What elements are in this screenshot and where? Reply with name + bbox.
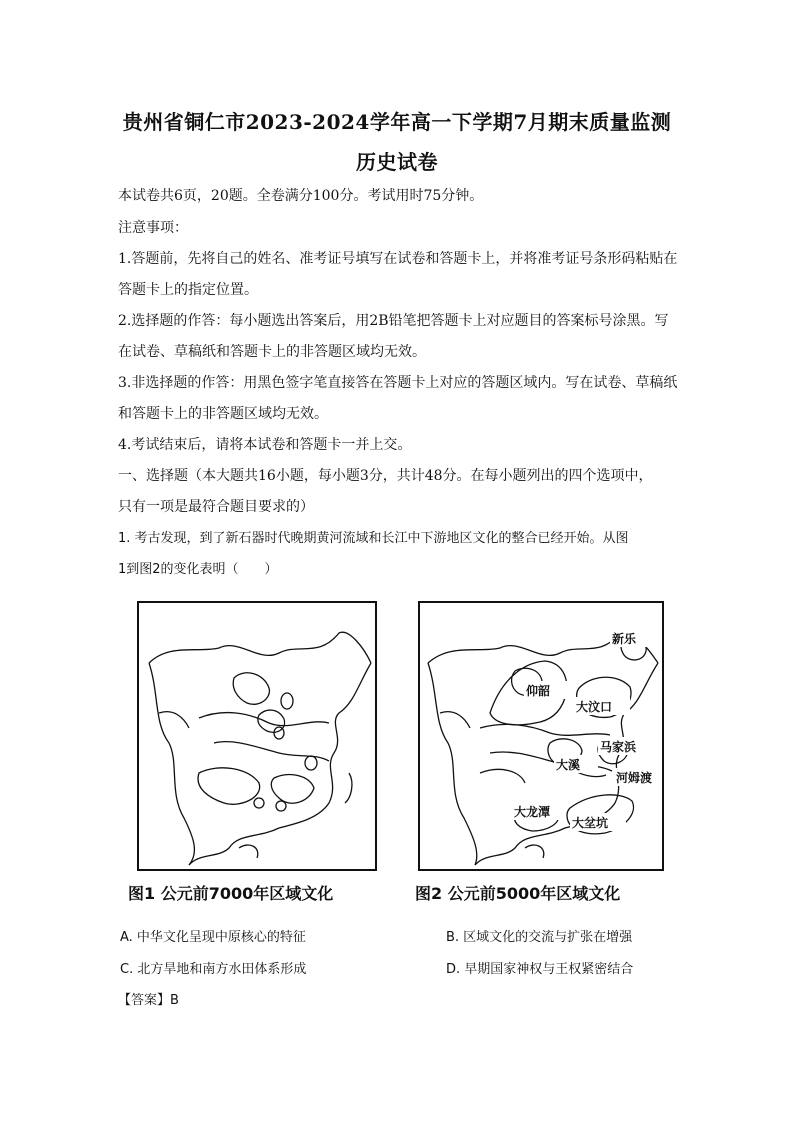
figure2-caption: 图2 公元前5000年区域文化 xyxy=(415,884,621,903)
question-stem-line1: 1. 考古发现，到了新石器时代晚期黄河流域和长江中下游地区文化的整合已经开始。从图 xyxy=(118,531,629,546)
label-yangshao: 仰韶 xyxy=(526,684,551,698)
notice-heading: 注意事项： xyxy=(118,220,188,236)
label-dabenkeng: 大坌坑 xyxy=(572,816,609,830)
label-daxi: 大溪 xyxy=(556,758,581,772)
option-b: B. 区域文化的交流与扩张在增强 xyxy=(446,930,633,945)
figure1-map xyxy=(137,601,377,871)
option-a: A. 中华文化呈现中原核心的特征 xyxy=(120,930,306,945)
option-d: D. 早期国家神权与王权紧密结合 xyxy=(446,962,634,977)
section-heading-line1: 一、选择题（本大题共16小题，每小题3分，共计48分。在每小题列出的四个选项中， xyxy=(118,468,653,484)
figure1-caption: 图1 公元前7000年区域文化 xyxy=(128,884,334,903)
figure2-map-drawing xyxy=(420,603,662,869)
label-dalongtan: 大龙潭 xyxy=(514,805,551,819)
notice-line: 4.考试结束后，请将本试卷和答题卡一并上交。 xyxy=(118,437,412,453)
figure2-map xyxy=(418,601,664,871)
exam-title-line1: 贵州省铜仁市2023-2024学年高一下学期7月期末质量监测 xyxy=(122,110,672,134)
answer-line: 【答案】B xyxy=(118,993,179,1008)
question-stem-line2: 1到图2的变化表明（ ） xyxy=(118,562,278,577)
exam-intro: 本试卷共6页，20题。全卷满分100分。考试用时75分钟。 xyxy=(118,188,484,204)
label-hemudu: 河姆渡 xyxy=(616,771,653,785)
label-majiabang: 马家浜 xyxy=(600,740,637,754)
notice-line: 2.选择题的作答：每小题选出答案后，用2B铅笔把答题卡上对应题目的答案标号涂黑。写 xyxy=(118,313,669,329)
figure1-map-drawing xyxy=(139,603,375,869)
notice-line: 答题卡上的指定位置。 xyxy=(118,282,258,298)
notice-line: 1.答题前，先将自己的姓名、准考证号填写在试卷和答题卡上，并将准考证号条形码粘贴在 xyxy=(118,251,678,267)
notice-line: 在试卷、草稿纸和答题卡上的非答题区域均无效。 xyxy=(118,344,426,360)
exam-title-line2: 历史试卷 xyxy=(356,150,438,174)
section-heading-line2: 只有一项是最符合题目要求的） xyxy=(118,499,314,515)
notice-line: 和答题卡上的非答题区域均无效。 xyxy=(118,406,328,422)
notice-line: 3.非选择题的作答：用黑色签字笔直接答在答题卡上对应的答题区域内。写在试卷、草稿纸 xyxy=(118,375,678,391)
label-xinle: 新乐 xyxy=(612,632,637,646)
label-dawenkou: 大汶口 xyxy=(576,700,613,714)
option-c: C. 北方旱地和南方水田体系形成 xyxy=(120,962,307,977)
